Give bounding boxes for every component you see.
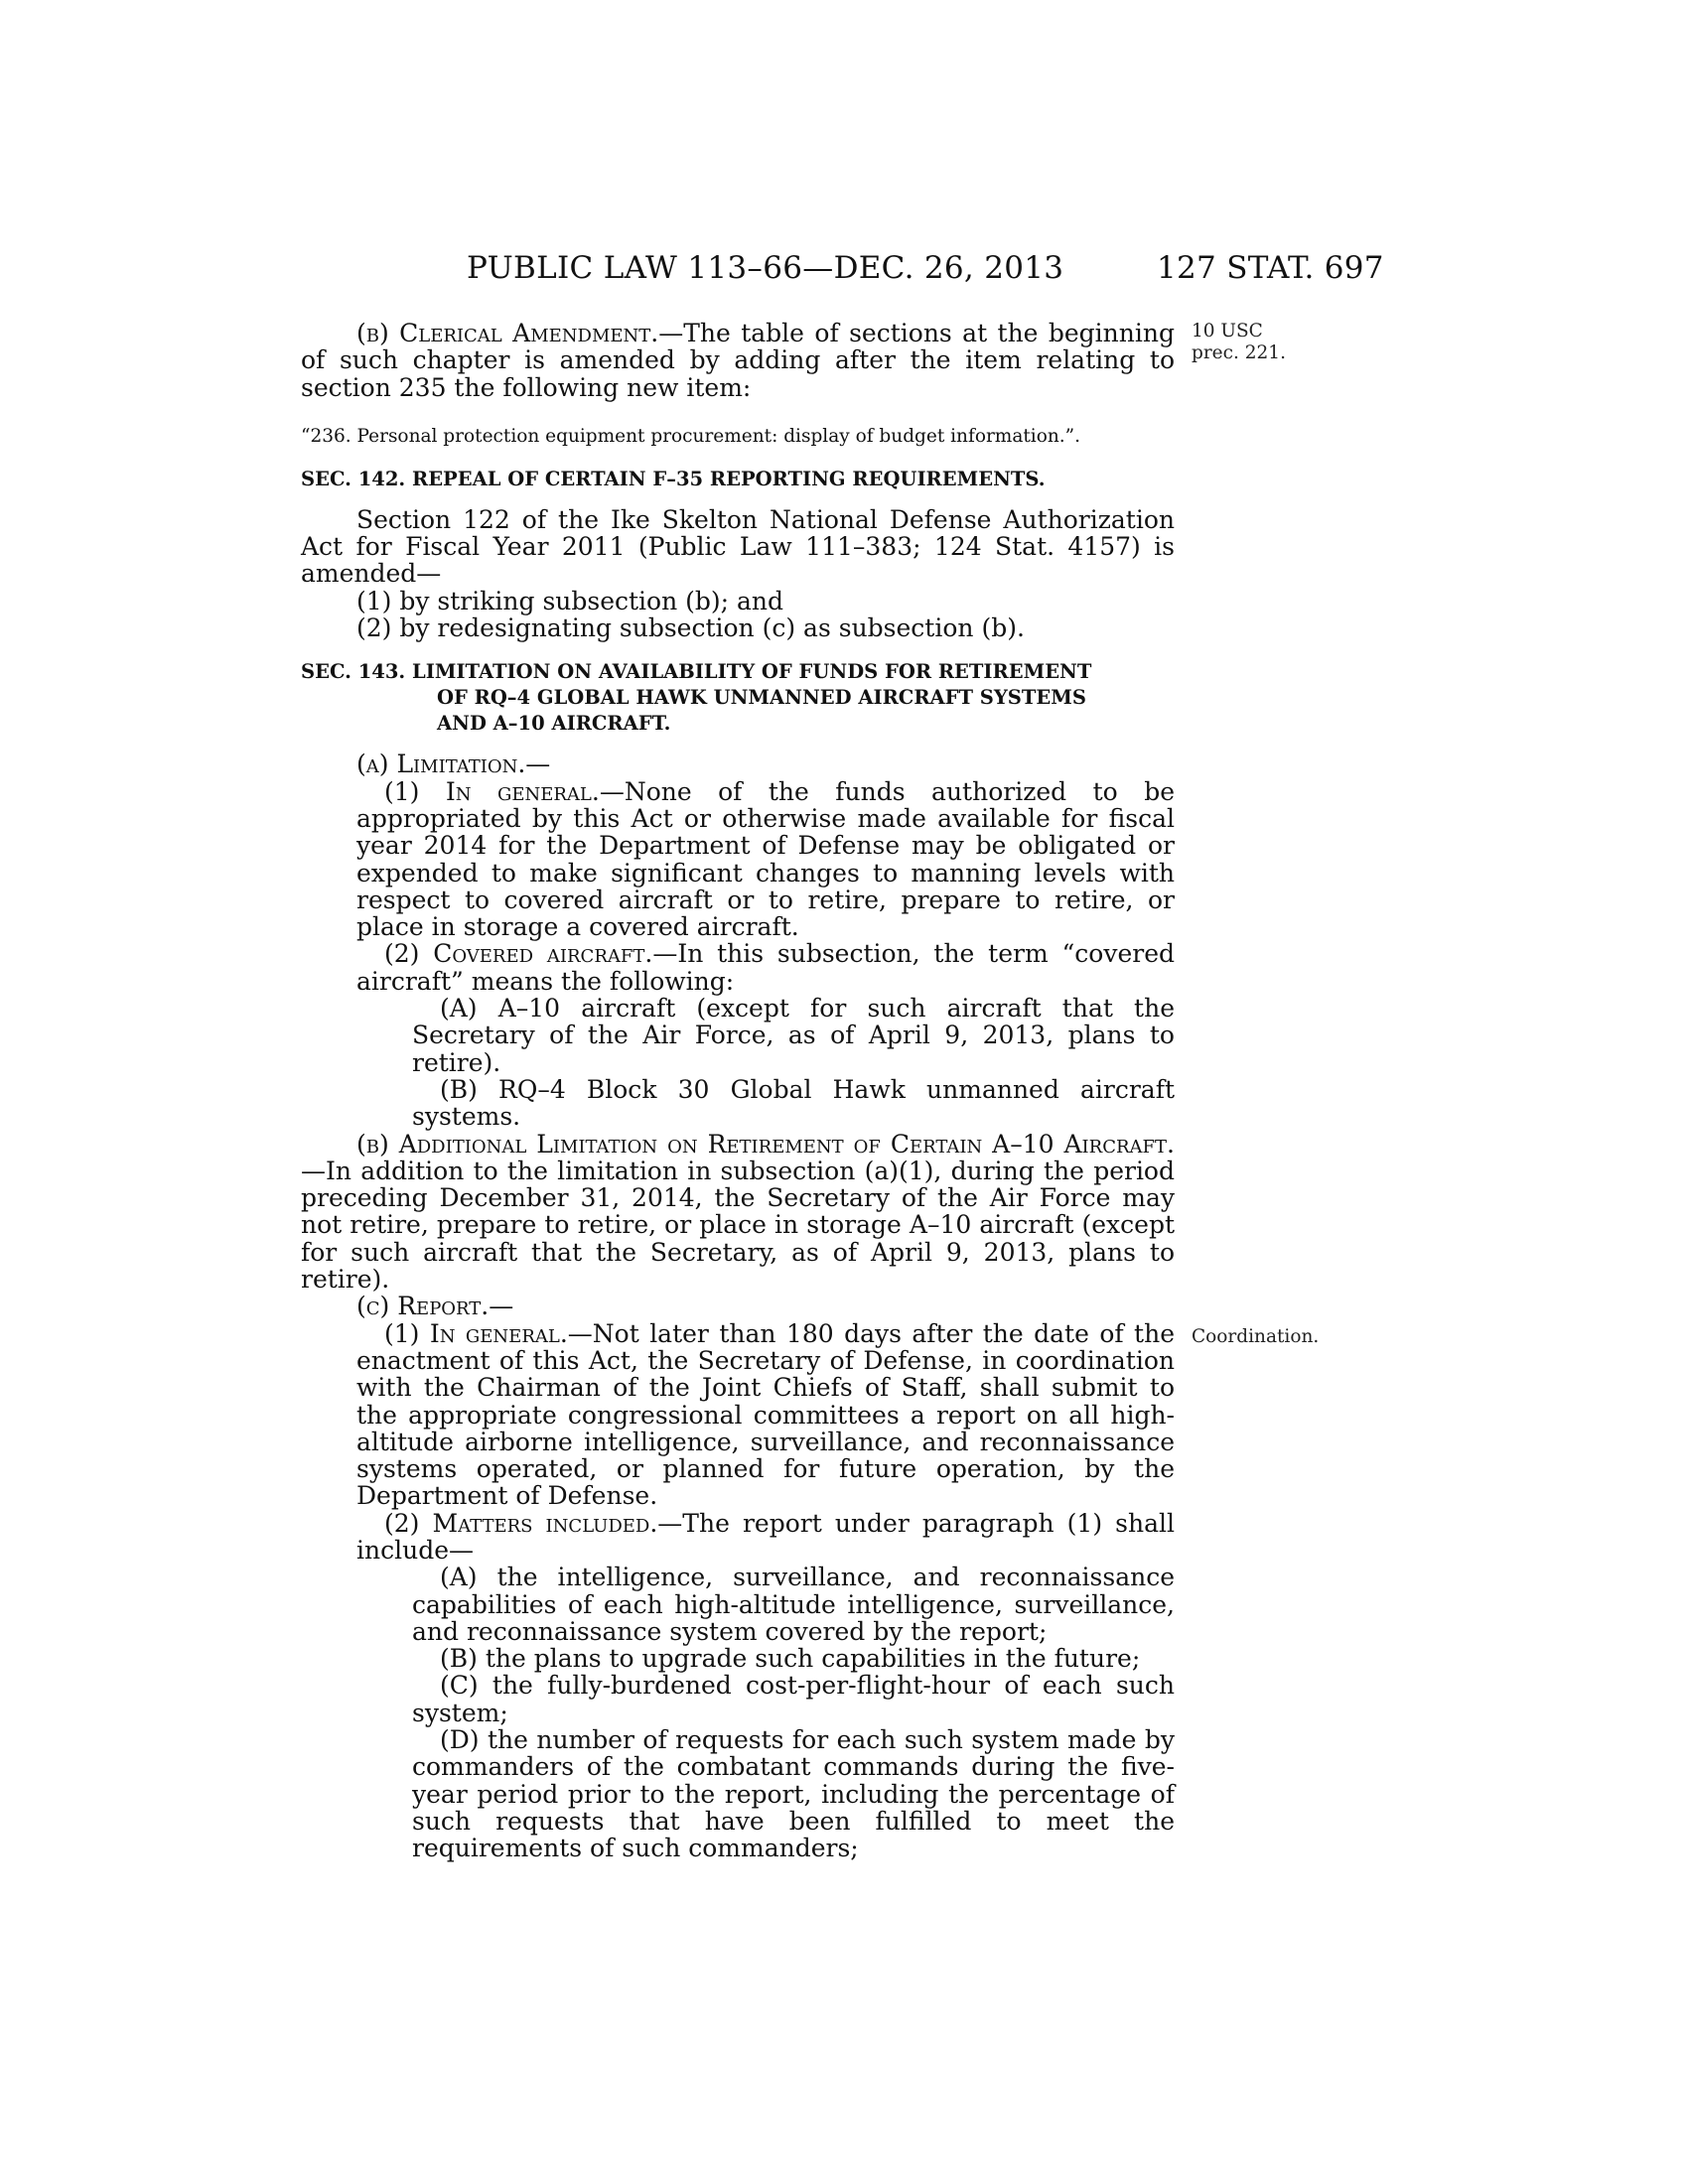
- margin-note-usc-line1: 10 USC: [1192, 321, 1263, 341]
- subsection-a1-label: (1) In general.: [384, 776, 600, 806]
- subsection-a2B: (B) RQ–4 Block 30 Global Hawk unmanned aircraft systems.: [412, 1074, 1175, 1132]
- clerical-amendment-text: —The table of sections at the beginning of such chapter is amended by adding after the item relating to section 235 the following new item:: [301, 319, 1175, 402]
- sec-143-heading-line2: OF RQ–4 GLOBAL HAWK UNMANNED AIRCRAFT SYSTEMS: [437, 686, 1086, 710]
- subsection-c1-paragraph: [301, 1320, 1175, 1510]
- subsection-a2-text: —In this subsection, the term “covered aircraft” means the following:: [356, 939, 1175, 996]
- table-of-sections-item: “236. Personal protection equipment procurement: display of budget information.”.: [301, 425, 1080, 447]
- subsection-a2-paragraph: [301, 940, 1175, 995]
- subsection-a1-text: —None of the funds authorized to be appropriated by this Act or otherwise made available for fiscal year 2014 for the Department of Defense may be obligated or expended to make significant changes to manning levels with respect to covered aircraft or to retire, prepare to retire, or place in storage a covered aircraft.: [356, 776, 1175, 942]
- margin-note-coordination: Coordination.: [1192, 1326, 1320, 1347]
- subsection-b-label: (b) Additional Limitation on Retirement of Certain A–10 Aircraft.: [356, 1129, 1175, 1159]
- running-header-stat: 127 STAT. 697: [1157, 250, 1384, 286]
- subsection-c-label: (c) Report.—: [356, 1292, 514, 1321]
- subsection-b-paragraph: [301, 1131, 1175, 1294]
- subsection-c2A: (A) the intelligence, surveillance, and reconnaissance capabilities of each high-altitude intelligence, surveillance, and reconnaissance system covered by the report;: [412, 1563, 1175, 1646]
- subsection-b-text: —In addition to the limitation in subsection (a)(1), during the period preceding December 31, 2014, the Secretary of the Air Force may not retire, prepare to retire, or place in storage A–10 aircraft (except for such aircraft that the Secretary, as of April 9, 2013, plans to retire).: [301, 1156, 1175, 1295]
- document-body: [301, 320, 1175, 1862]
- sec-142-intro: Section 122 of the Ike Skelton National Defense Authorization Act for Fiscal Year 2011 (Public Law 111–383; 124 Stat. 4157) is amended—: [301, 504, 1175, 589]
- subsection-a2-label: (2) Covered aircraft.: [384, 939, 653, 969]
- subsection-c1-label: (1) In general.: [384, 1318, 568, 1348]
- subsection-c2-paragraph: [301, 1510, 1175, 1565]
- subsection-c2D: (D) the number of requests for each such system made by commanders of the combatant commands during the five-year period prior to the report, including the percentage of such requests that have been fulfilled to meet the requirements of such commanders;: [412, 1725, 1175, 1863]
- clerical-amendment-paragraph: [301, 320, 1175, 401]
- margin-note-usc-line2: prec. 221.: [1192, 342, 1286, 363]
- sec-143-heading: [301, 659, 1175, 737]
- clerical-amendment-label: (b) Clerical Amendment.: [356, 319, 659, 347]
- running-header-title: PUBLIC LAW 113–66—DEC. 26, 2013: [467, 250, 1064, 286]
- sec-142-heading: SEC. 142. REPEAL OF CERTAIN F–35 REPORTING REQUIREMENTS.: [301, 467, 1046, 490]
- subsection-c1-text: —Not later than 180 days after the date of the enactment of this Act, the Secretary of Defense, in coordination with the Chairman of the Joint Chiefs of Staff, shall submit to the appropriate congressional committees a report on all high-altitude airborne intelligence, surveillance, and reconnaissance systems operated, or planned for future operation, by the Department of Defense.: [356, 1318, 1175, 1511]
- subsection-a2A: (A) A–10 aircraft (except for such aircraft that the Secretary of the Air Force, as of April 9, 2013, plans to retire).: [412, 994, 1175, 1077]
- sec-142-item-1: (1) by striking subsection (b); and: [356, 586, 784, 615]
- subsection-c2C: (C) the fully-burdened cost-per-flight-hour of each such system;: [412, 1671, 1175, 1727]
- subsection-c2-text: —The report under paragraph (1) shall include—: [356, 1508, 1175, 1565]
- subsection-a1-paragraph: [301, 778, 1175, 941]
- sec-143-heading-line3: AND A–10 AIRCRAFT.: [437, 712, 671, 736]
- sec-143-heading-line1: SEC. 143. LIMITATION ON AVAILABILITY OF FUNDS FOR RETIREMENT: [301, 660, 1092, 684]
- subsection-c2B: (B) the plans to upgrade such capabilities in the future;: [440, 1644, 1141, 1674]
- sec-142-item-2: (2) by redesignating subsection (c) as subsection (b).: [356, 614, 1025, 643]
- subsection-a-label: (a) Limitation.—: [356, 750, 551, 779]
- subsection-c2-label: (2) Matters included.: [384, 1508, 658, 1538]
- margin-note-usc: [1192, 321, 1286, 364]
